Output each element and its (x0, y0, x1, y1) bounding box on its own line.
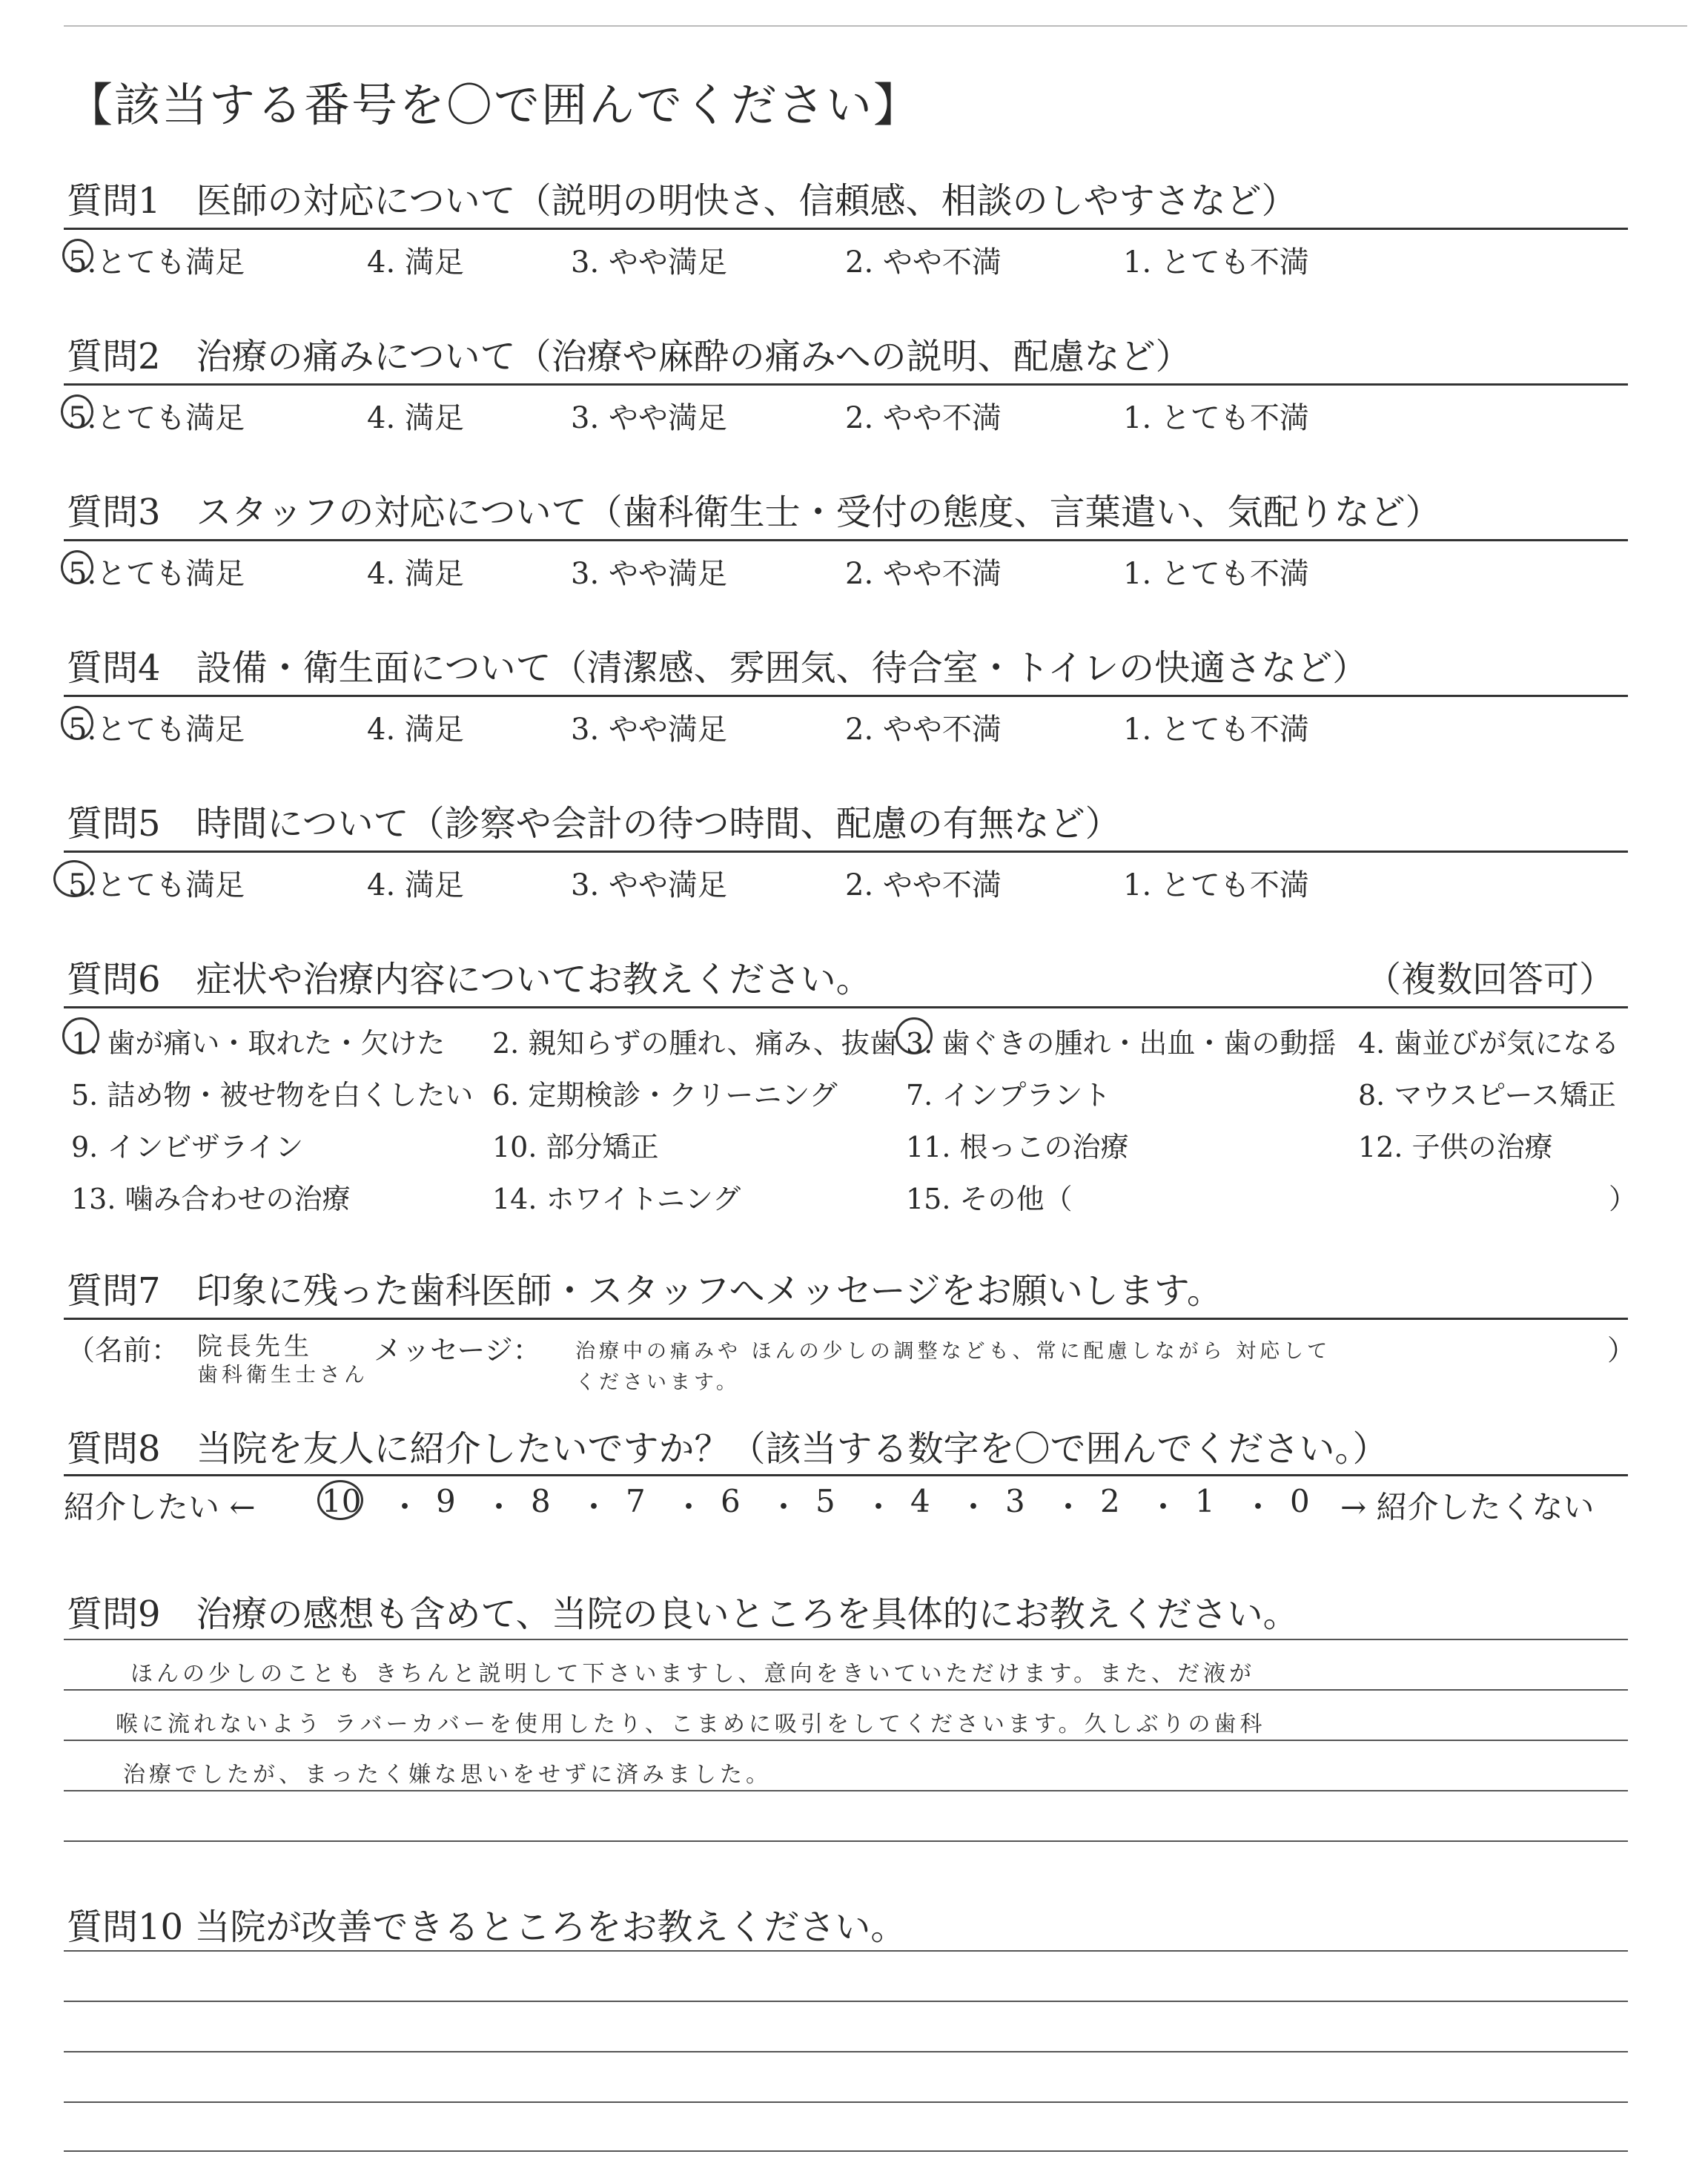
q8-scale-5[interactable]: 5 (815, 1483, 835, 1519)
q4-option-4[interactable]: 4. 満足 (367, 713, 464, 747)
q1-option-1[interactable]: 1. とても不満 (1123, 245, 1309, 280)
q4-option-5[interactable]: 5.とても満足 (68, 713, 245, 747)
q8-left-label: 紹介したい ← (64, 1489, 256, 1525)
top-border-line (64, 25, 1687, 27)
q7-name-value-line2: 歯科衛生士さん (197, 1362, 369, 1387)
q8-scale-sep: ・ (578, 1489, 610, 1525)
q8-right-label: → 紹介したくない (1340, 1489, 1595, 1525)
question-5-rule (64, 851, 1628, 853)
question-6-rule (64, 1006, 1628, 1008)
question-8-rule (64, 1474, 1628, 1476)
q5-option-1[interactable]: 1. とても不満 (1123, 868, 1309, 902)
q9-line (64, 1840, 1628, 1842)
q6-option-1[interactable]: 1. 歯が痛い・取れた・欠けた (71, 1027, 446, 1060)
q9-line (64, 1639, 1628, 1640)
q1-option-2[interactable]: 2. やや不満 (845, 245, 1002, 280)
q2-option-5[interactable]: 5.とても満足 (68, 401, 245, 435)
question-7-rule (64, 1318, 1628, 1320)
question-3-title: 質問3 スタッフの対応について（歯科衛生士・受付の態度、言葉遣い、気配りなど） (67, 492, 1441, 533)
q10-line (64, 1950, 1628, 1952)
q8-scale-sep: ・ (863, 1489, 895, 1525)
q6-option-15-close: ） (1609, 1183, 1638, 1215)
question-1-rule (64, 228, 1628, 230)
q1-option-5[interactable]: 5.とても満足 (68, 245, 245, 280)
q1-option-4[interactable]: 4. 満足 (367, 245, 464, 280)
q7-close-paren: ） (1607, 1334, 1636, 1367)
q6-option-8[interactable]: 8. マウスピース矯正 (1358, 1079, 1616, 1112)
q6-option-7[interactable]: 7. インプラント (906, 1079, 1111, 1112)
q8-scale-sep: ・ (958, 1489, 990, 1525)
q9-line (64, 1740, 1628, 1741)
q8-scale-8[interactable]: 8 (531, 1483, 551, 1519)
question-10-title: 質問10 当院が改善できるところをお教えください。 (67, 1906, 907, 1948)
q3-option-2[interactable]: 2. やや不満 (845, 557, 1002, 591)
question-7-title: 質問7 印象に残った歯科医師・スタッフへメッセージをお願いします。 (67, 1270, 1222, 1312)
page-header: 【該当する番号を〇で囲んでください】 (67, 78, 921, 132)
q3-option-4[interactable]: 4. 満足 (367, 557, 464, 591)
question-9-title: 質問9 治療の感想も含めて、当院の良いところを具体的にお教えください。 (67, 1593, 1299, 1635)
question-8-title: 質問8 当院を友人に紹介したいですか？（該当する数字を〇で囲んでください。） (67, 1428, 1388, 1470)
q4-option-2[interactable]: 2. やや不満 (845, 713, 1002, 747)
q5-option-3[interactable]: 3. やや満足 (571, 868, 727, 902)
q5-option-2[interactable]: 2. やや不満 (845, 868, 1002, 902)
question-4-rule (64, 695, 1628, 697)
q9-answer-line1: ほんの少しのことも きちんと説明して下さいますし、意向をきいていただけます。また、だ液が (130, 1661, 1256, 1687)
question-1-title: 質問1 医師の対応について（説明の明快さ、信頼感、相談のしやすさなど） (67, 180, 1297, 222)
q6-option-4[interactable]: 4. 歯並びが気になる (1358, 1027, 1620, 1060)
q6-option-3[interactable]: 3. 歯ぐきの腫れ・出血・歯の動揺 (906, 1027, 1337, 1060)
question-2-rule (64, 383, 1628, 386)
q8-scale-sep: ・ (1053, 1489, 1085, 1525)
q8-scale-2[interactable]: 2 (1100, 1483, 1120, 1519)
q10-line (64, 2051, 1628, 2052)
q10-line (64, 2150, 1628, 2152)
q7-name-label: （名前： (67, 1334, 180, 1367)
q6-option-10[interactable]: 10. 部分矯正 (492, 1131, 659, 1163)
q6-option-5[interactable]: 5. 詰め物・被せ物を白くしたい (71, 1079, 474, 1112)
question-5-title: 質問5 時間について（診察や会計の待つ時間、配慮の有無など） (67, 803, 1121, 845)
q9-answer-line3: 治療でしたが、まったく嫌な思いをせずに済みました。 (123, 1762, 772, 1788)
q8-scale-10[interactable]: 10 (322, 1483, 362, 1519)
question-6-note: （複数回答可） (1366, 959, 1615, 1000)
q1-option-3[interactable]: 3. やや満足 (571, 245, 727, 280)
q6-option-14[interactable]: 14. ホワイトニング (492, 1183, 741, 1215)
q9-answer-line2: 喉に流れないよう ラバーカバーを使用したり、こまめに吸引をしてくださいます。久しぶりの歯科 (116, 1711, 1266, 1737)
q8-scale-9[interactable]: 9 (436, 1483, 456, 1519)
q2-option-4[interactable]: 4. 満足 (367, 401, 464, 435)
q6-option-15[interactable]: 15. その他（ (906, 1183, 1073, 1215)
q7-message-line1: 治療中の痛みや ほんの少しの調整なども、常に配慮しながら 対応して (575, 1340, 1331, 1363)
q8-scale-7[interactable]: 7 (626, 1483, 646, 1519)
q8-scale-1[interactable]: 1 (1195, 1483, 1215, 1519)
q3-option-3[interactable]: 3. やや満足 (571, 557, 727, 591)
q7-message-label: メッセージ： (374, 1334, 541, 1367)
q8-scale-6[interactable]: 6 (721, 1483, 741, 1519)
q6-option-11[interactable]: 11. 根っこの治療 (906, 1131, 1129, 1163)
q8-scale-3[interactable]: 3 (1005, 1483, 1025, 1519)
q6-option-12[interactable]: 12. 子供の治療 (1358, 1131, 1553, 1163)
q3-option-5[interactable]: 5.とても満足 (68, 557, 245, 591)
q4-option-1[interactable]: 1. とても不満 (1123, 713, 1309, 747)
q6-option-6[interactable]: 6. 定期検診・クリーニング (492, 1079, 838, 1112)
q5-option-4[interactable]: 4. 満足 (367, 868, 464, 902)
q6-option-13[interactable]: 13. 噛み合わせの治療 (71, 1183, 351, 1215)
q7-name-value-line1: 院長先生 (197, 1332, 313, 1361)
q5-option-5[interactable]: 5.とても満足 (68, 868, 245, 902)
q10-line (64, 2001, 1628, 2002)
q8-scale-0[interactable]: 0 (1290, 1483, 1310, 1519)
q4-option-3[interactable]: 3. やや満足 (571, 713, 727, 747)
question-4-title: 質問4 設備・衛生面について（清潔感、雰囲気、待合室・トイレの快適さなど） (67, 647, 1368, 689)
q8-scale-sep: ・ (768, 1489, 800, 1525)
q8-scale-4[interactable]: 4 (910, 1483, 930, 1519)
q2-option-1[interactable]: 1. とても不満 (1123, 401, 1309, 435)
q1-option-5-label: とても満足 (96, 245, 245, 280)
q9-line (64, 1790, 1628, 1791)
q8-scale-sep: ・ (1148, 1489, 1179, 1525)
q6-option-9[interactable]: 9. インビザライン (71, 1131, 304, 1163)
q8-scale-sep: ・ (1242, 1489, 1274, 1525)
q9-line (64, 1689, 1628, 1691)
q8-scale-sep: ・ (389, 1489, 421, 1525)
q2-option-2[interactable]: 2. やや不満 (845, 401, 1002, 435)
question-6-title: 質問6 症状や治療内容についてお教えください。 (67, 959, 872, 1000)
q10-line (64, 2101, 1628, 2103)
q7-message-line2: くださいます。 (575, 1371, 740, 1394)
question-2-title: 質問2 治療の痛みについて（治療や麻酔の痛みへの説明、配慮など） (67, 336, 1191, 377)
q8-scale-sep: ・ (483, 1489, 515, 1525)
q6-option-2[interactable]: 2. 親知らずの腫れ、痛み、抜歯 (492, 1027, 898, 1060)
q3-option-1[interactable]: 1. とても不満 (1123, 557, 1309, 591)
q8-scale-sep: ・ (673, 1489, 705, 1525)
question-3-rule (64, 539, 1628, 541)
q2-option-3[interactable]: 3. やや満足 (571, 401, 727, 435)
